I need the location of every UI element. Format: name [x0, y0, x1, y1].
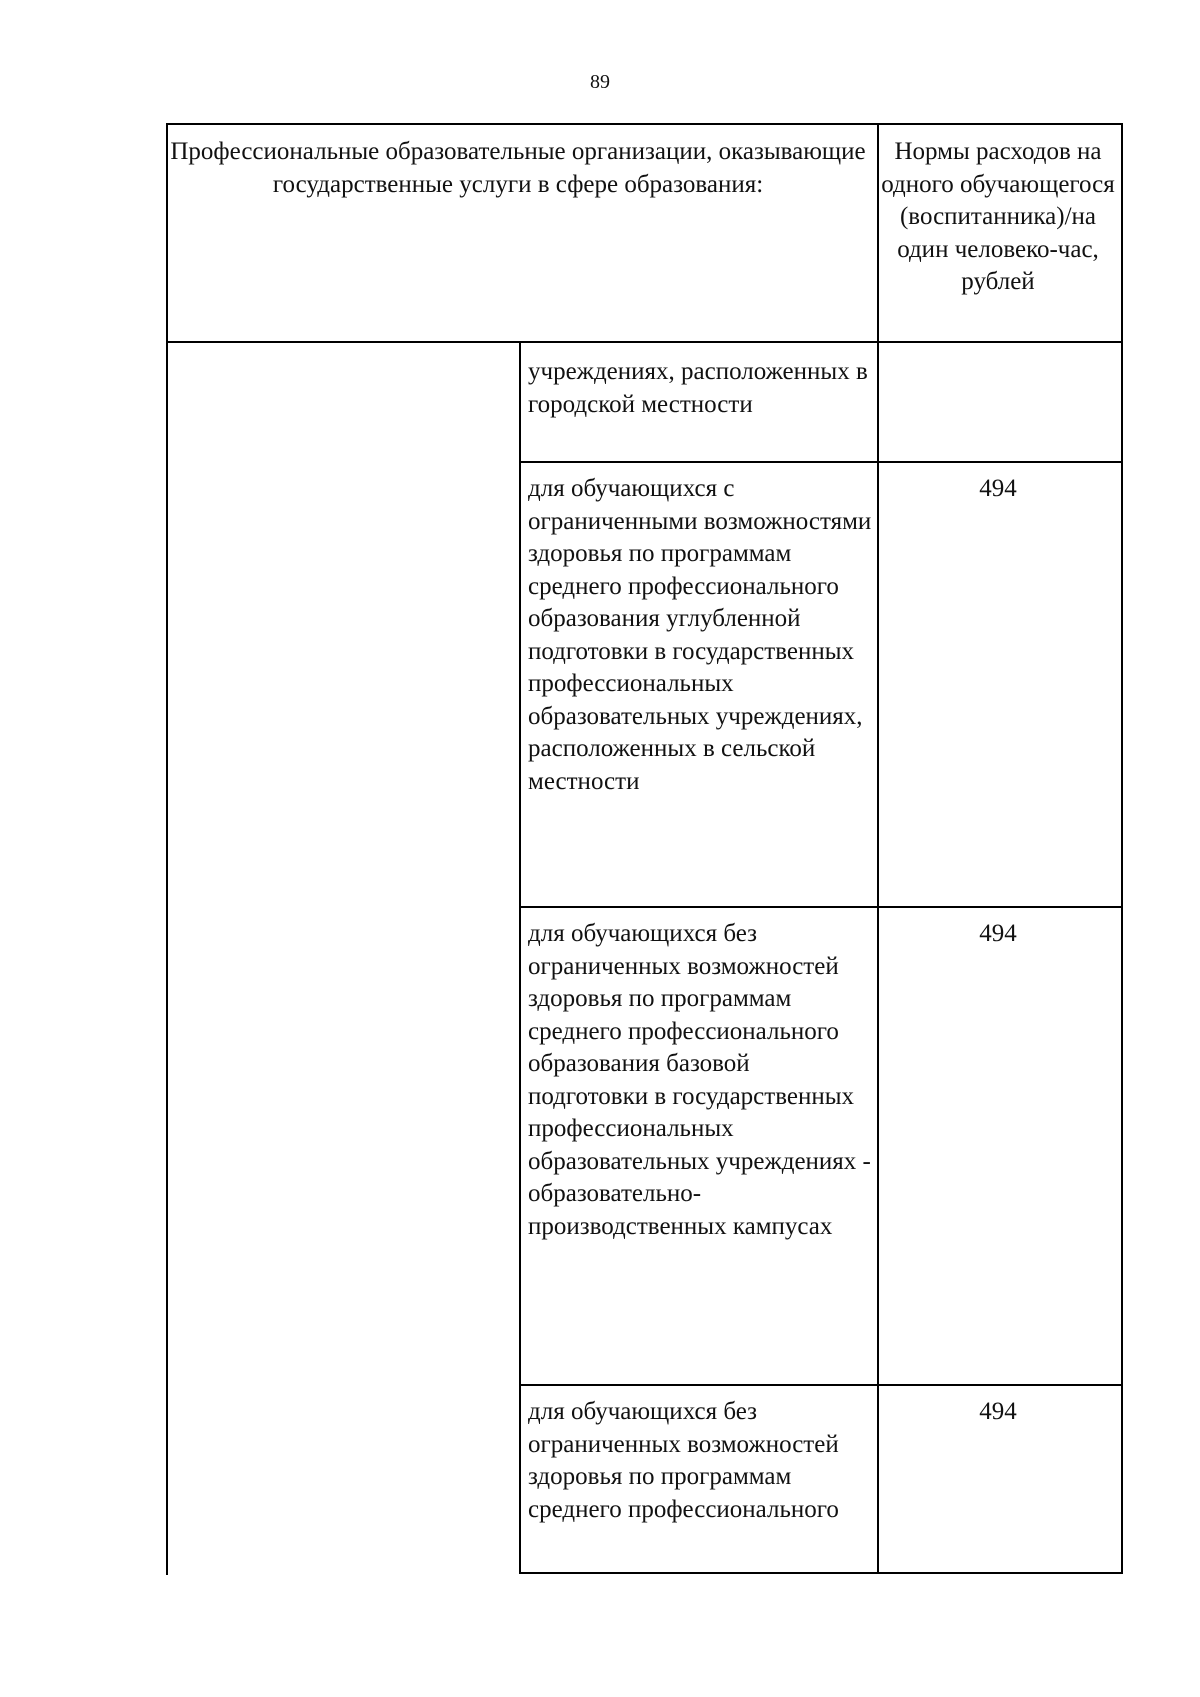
row-separator	[519, 461, 1123, 463]
row-description: учреждениях, расположенных в городской местности	[528, 358, 868, 418]
row-separator	[519, 906, 1123, 908]
header-organizations-cell: Профессиональные образовательные организации, оказывающие государственные услуги в сфере образования:	[170, 138, 866, 198]
row-description: для обучающихся без ограниченных возможностей здоровья по программам среднего профессионального образования базовой подготовки в государственных профессиональных образовательных учреждениях - образовательно-производственных кампусах	[528, 920, 871, 1240]
row-description: для обучающихся без ограниченных возможностей здоровья по программам среднего профессионального	[528, 1398, 839, 1523]
row-separator	[519, 1384, 1123, 1386]
header-bottom-border	[166, 341, 1123, 343]
row-description: для обучающихся с ограниченными возможностями здоровья по программам среднего профессионального образования углубленной подготовки в государственных профессиональных образовательных учреждениях, расположенных в сельской местности	[528, 475, 872, 795]
row-separator	[519, 1572, 1123, 1574]
subcolumn-divider	[519, 341, 521, 1574]
table-top-border	[166, 123, 1123, 125]
row-value: 494	[979, 1398, 1017, 1425]
row-value: 494	[979, 475, 1017, 502]
page-number: 89	[590, 71, 610, 93]
header-norms-cell: Нормы расходов на одного обучающегося (воспитанника)/на один человеко-час, рублей	[881, 138, 1115, 295]
row-value: 494	[979, 920, 1017, 947]
